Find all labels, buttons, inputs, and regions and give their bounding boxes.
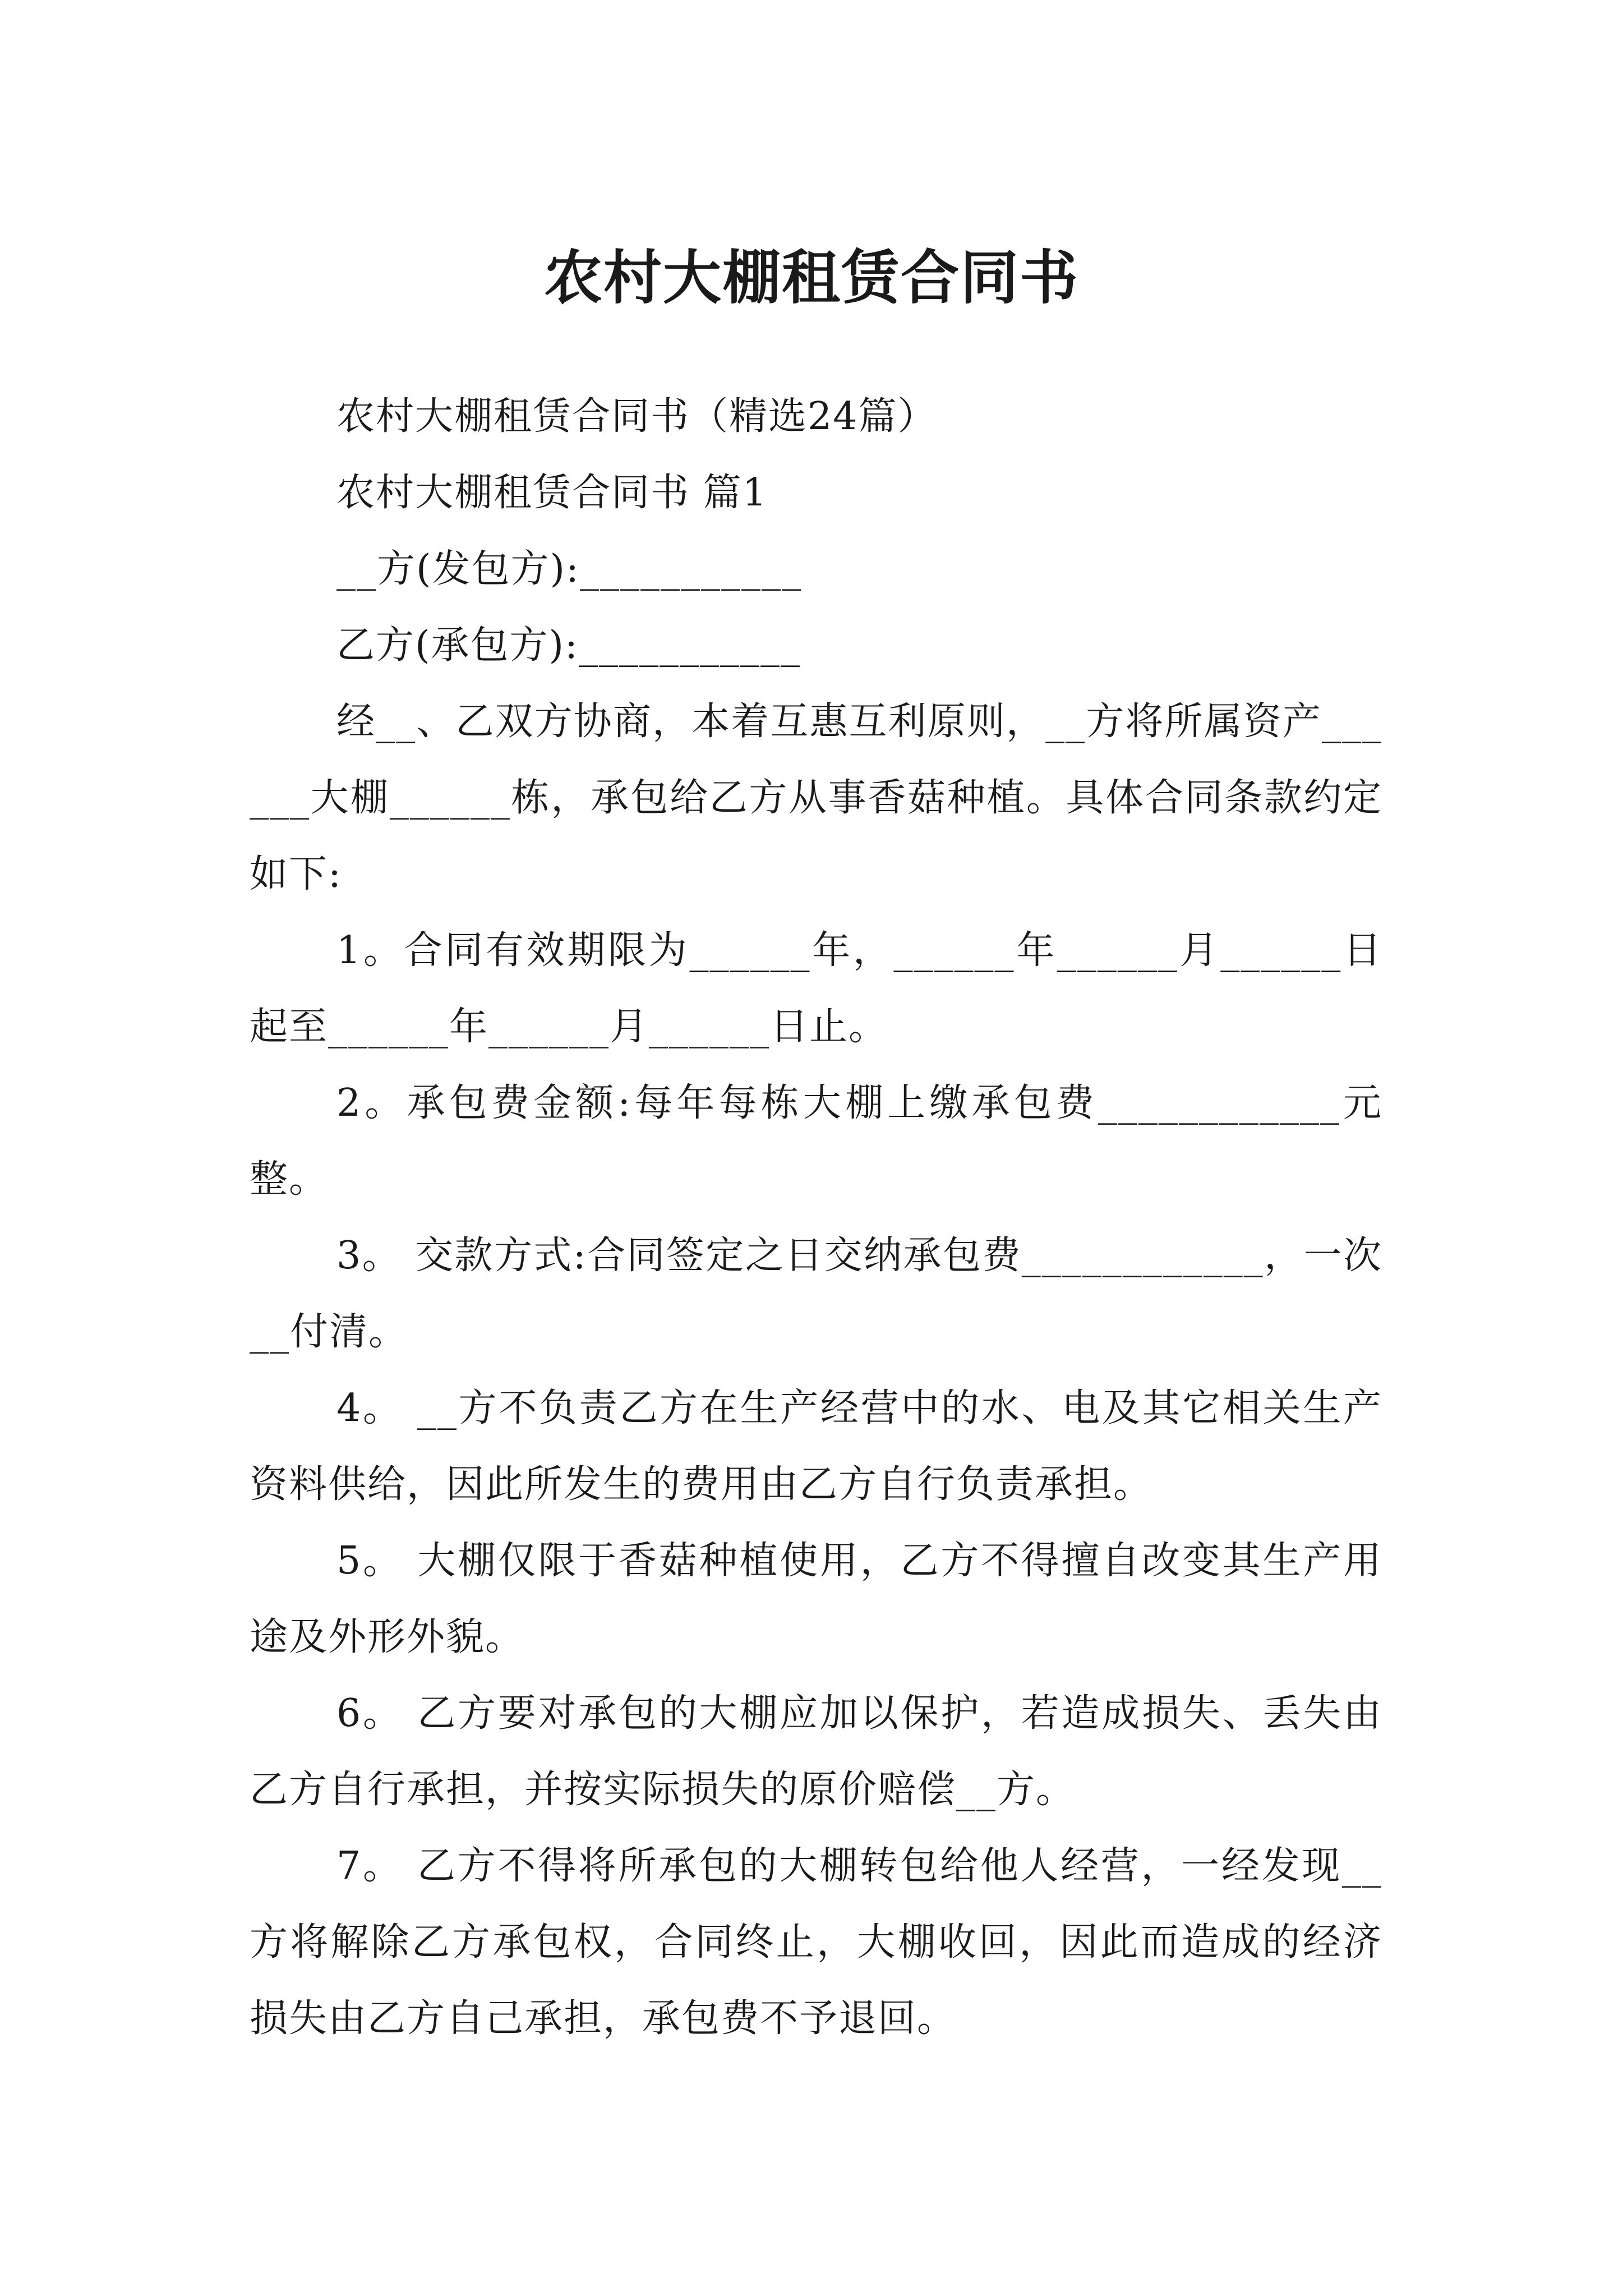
paragraph-party-b: 乙方(承包方):___________ xyxy=(336,623,801,668)
document-body xyxy=(250,379,1382,2057)
paragraph-clause-1: 1。合同有效期限为______年，______年______月______日起至______年______月______日止。 xyxy=(250,928,1382,1049)
paragraph-clause-6: 6。 乙方要对承包的大棚应加以保护，若造成损失、丢失由乙方自行承担，并按实际损失的原价赔偿__方。 xyxy=(250,1691,1382,1812)
paragraph-clause-3: 3。 交款方式:合同签定之日交纳承包费____________，一次__付清。 xyxy=(250,1234,1382,1354)
paragraph-clause-4: 4。 __方不负责乙方在生产经营中的水、电及其它相关生产资料供给，因此所发生的费用由乙方自行负责承担。 xyxy=(250,1386,1382,1507)
paragraph-clause-5: 5。 大棚仅限于香菇种植使用，乙方不得擅自改变其生产用途及外形外貌。 xyxy=(250,1539,1382,1659)
paragraph-party-a: __方(发包方):___________ xyxy=(336,547,802,591)
paragraph-section-heading: 农村大棚租赁合同书 篇1 xyxy=(336,471,768,515)
paragraph-subtitle: 农村大棚租赁合同书（精选24篇） xyxy=(336,394,937,439)
document-title: 农村大棚租赁合同书 xyxy=(543,242,1079,312)
paragraph-clause-2: 2。承包费金额:每年每栋大棚上缴承包费____________元整。 xyxy=(250,1081,1382,1202)
paragraph-clause-7: 7。 乙方不得将所承包的大棚转包给他人经营，一经发现__方将解除乙方承包权，合同终止，大棚收回，因此而造成的经济损失由乙方自己承担，承包费不予退回。 xyxy=(250,1844,1382,2041)
paragraph-preamble: 经__、乙双方协商，本着互惠互利原则，__方将所属资产______大棚______栋，承包给乙方从事香菇种植。具体合同条款约定如下: xyxy=(250,700,1382,896)
